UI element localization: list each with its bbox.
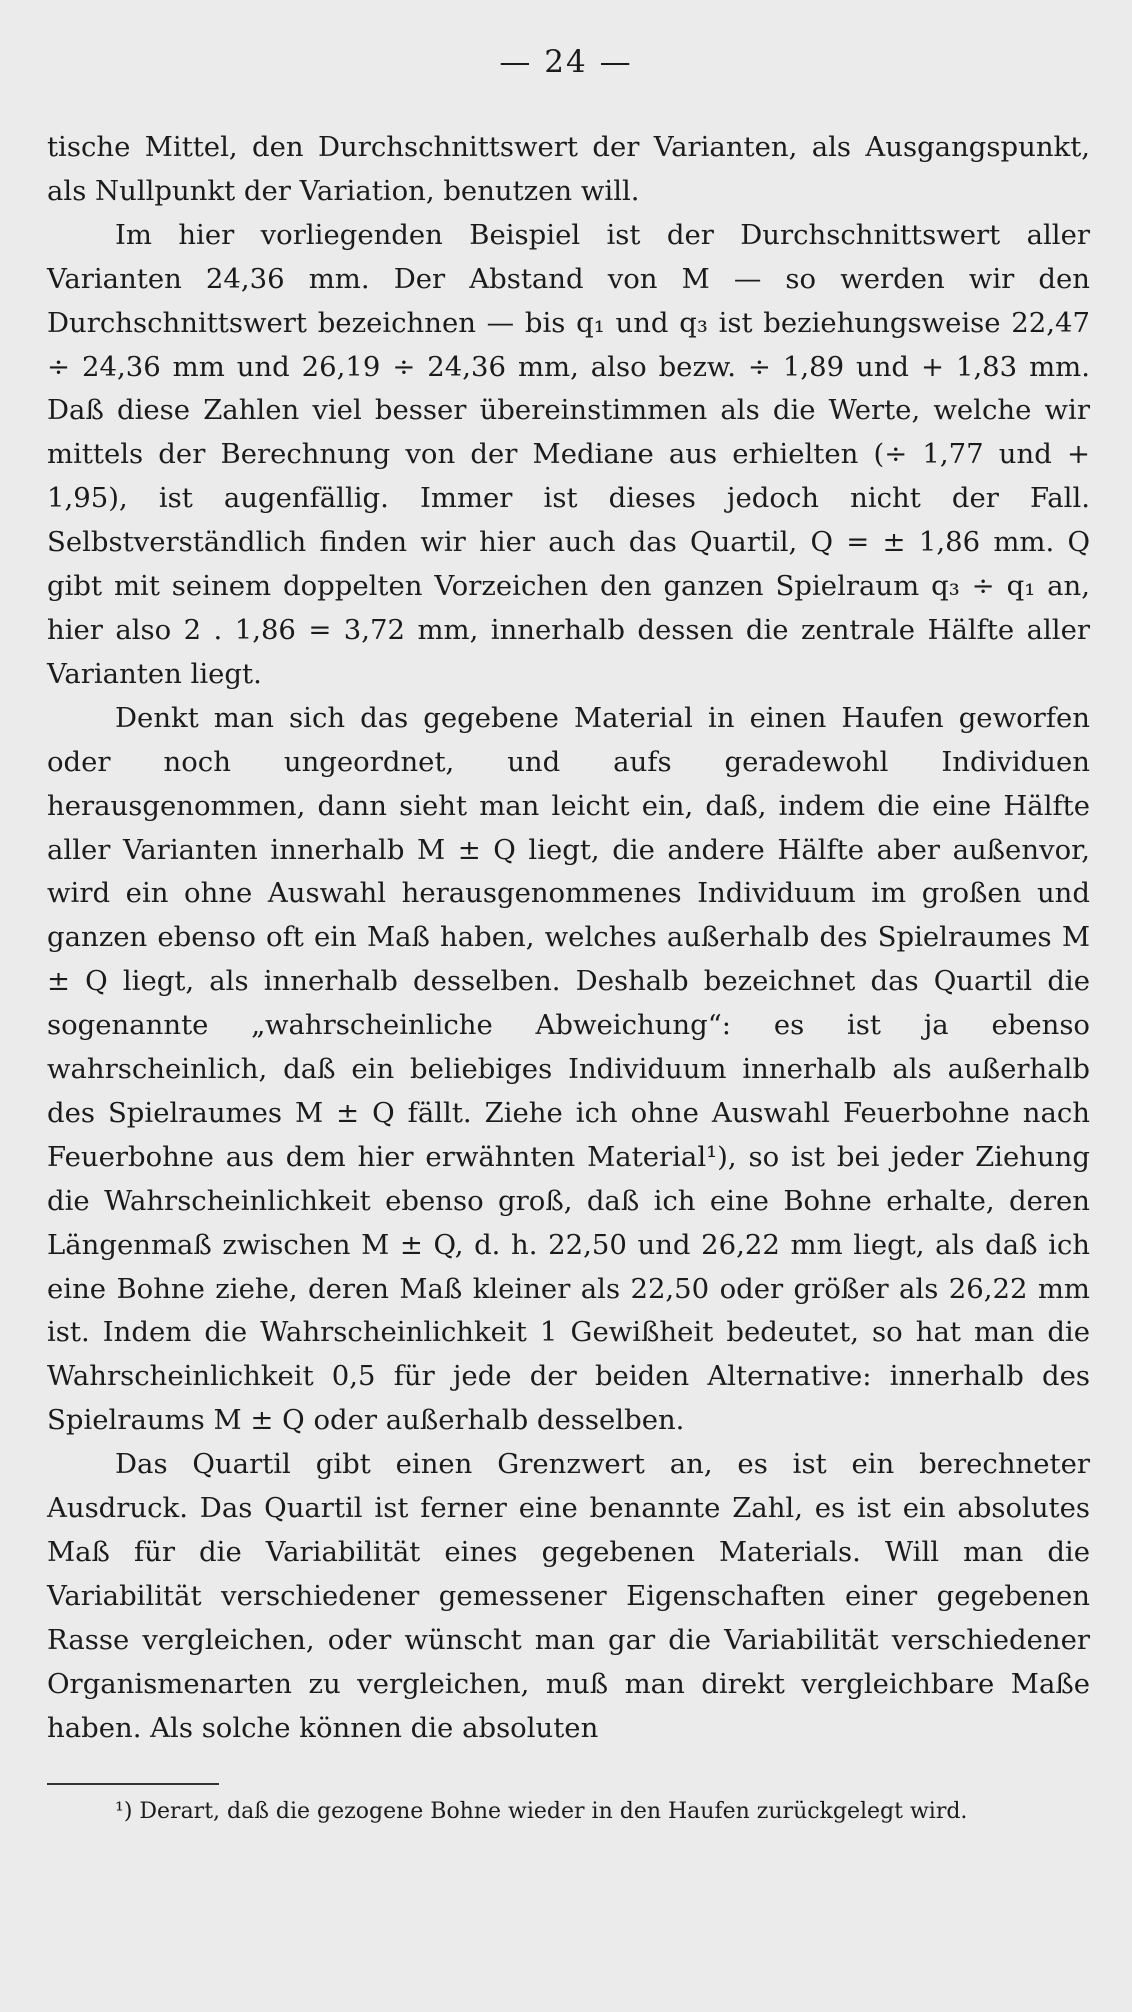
paragraph-4: Das Quartil gibt einen Grenzwert an, es ist ein berechneter Ausdruck. Das Quartil ist ferner eine benannte Zahl, es ist ein absolutes Maß für die Variabilität eines gegebenen Materials. Will man die Variabilität verschiedener gemessener Eigenschaften einer gegebenen Rasse vergleichen, oder wünscht man gar die Variabilität verschiedener Organismenarten zu vergleichen, muß man direkt vergleichbare Maße haben. Als solche können die absoluten — [47, 1448, 1090, 1744]
footnote-divider — [47, 1783, 219, 1785]
footnote-text: ¹) Derart, daß die gezogene Bohne wieder in den Haufen zurückgelegt wird. — [115, 1799, 968, 1824]
paragraph-2: Im hier vorliegenden Beispiel ist der Durchschnittswert aller Varianten 24,36 mm. Der Abstand von M — so werden wir den Durchschnittswert bezeichnen — bis q₁ und q₃ ist beziehungsweise 22,47 ÷ 24,36 mm und 26,19 ÷ 24,36 mm, also bezw. ÷ 1,89 und + 1,83 mm. Daß diese Zahlen viel besser übereinstimmen als die Werte, welche wir mittels der Berechnung von der Mediane aus erhielten (÷ 1,77 und + 1,95), ist augenfällig. Immer ist dieses jedoch nicht der Fall. Selbstverständlich finden wir hier auch das Quartil, Q = ± 1,86 mm. Q gibt mit seinem doppelten Vorzeichen den ganzen Spielraum q₃ ÷ q₁ an, hier also 2 . 1,86 = 3,72 mm, innerhalb dessen die zentrale Hälfte aller Varianten liegt. — [47, 218, 1090, 690]
page-number: — 24 — — [499, 44, 633, 80]
footnote — [47, 1795, 1090, 1829]
paragraph-1: tische Mittel, den Durchschnittswert der Varianten, als Ausgangspunkt, als Nullpunkt der Variation, benutzen will. — [47, 131, 1090, 207]
body-text — [47, 126, 1090, 1751]
paragraph-3: Denkt man sich das gegebene Material in einen Haufen geworfen oder noch ungeordnet, und aufs geradewohl Individuen herausgenommen, dann sieht man leicht ein, daß, indem die eine Hälfte aller Varianten innerhalb M ± Q liegt, die andere Hälfte aber außenvor, wird ein ohne Auswahl herausgenommenes Individuum im großen und ganzen ebenso oft ein Maß haben, welches außerhalb des Spielraumes M ± Q liegt, als innerhalb desselben. Deshalb bezeichnet das Quartil die sogenannte „wahrscheinliche Abweichung“: es ist ja ebenso wahrscheinlich, daß ein beliebiges Individuum innerhalb als außerhalb des Spielraumes M ± Q fällt. Ziehe ich ohne Auswahl Feuerbohne nach Feuerbohne aus dem hier erwähnten Material¹), so ist bei jeder Ziehung die Wahrscheinlichkeit ebenso groß, daß ich eine Bohne erhalte, deren Längenmaß zwischen M ± Q, d. h. 22,50 und 26,22 mm liegt, als daß ich eine Bohne ziehe, deren Maß kleiner als 22,50 oder größer als 26,22 mm ist. Indem die Wahrscheinlichkeit 1 Gewißheit bedeutet, so hat man die Wahrscheinlichkeit 0,5 für jede der beiden Alternative: innerhalb des Spielraums M ± Q oder außerhalb desselben. — [47, 701, 1090, 1437]
